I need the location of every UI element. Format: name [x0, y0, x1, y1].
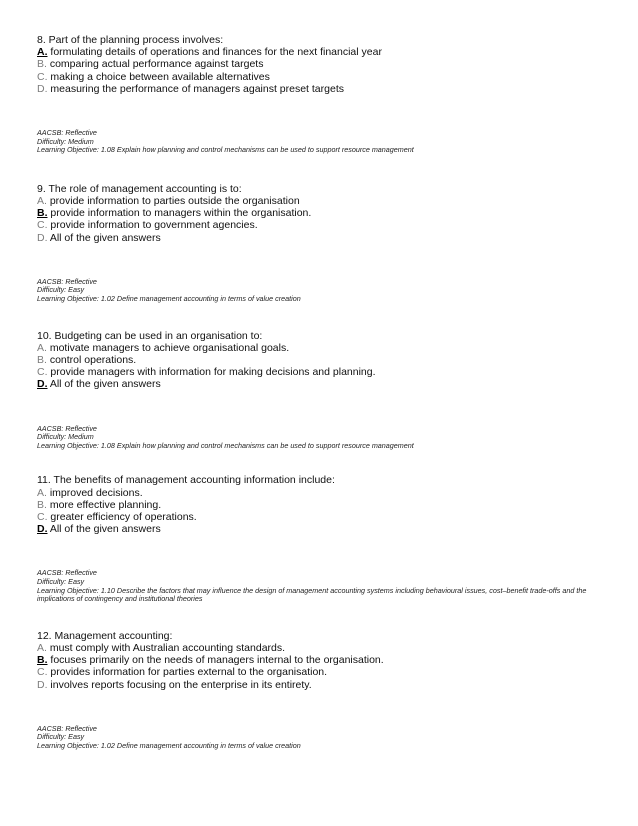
question-metadata — [37, 725, 607, 751]
option-letter: C. — [37, 666, 48, 679]
aacsb-tag: AACSB: Reflective — [37, 276, 97, 286]
difficulty-tag: Difficulty: Medium — [37, 136, 94, 146]
option-c — [37, 366, 607, 378]
option-text: motivate managers to achieve organisational goals. — [46, 341, 290, 354]
option-letter: D. — [37, 378, 48, 391]
question-12 — [37, 630, 607, 751]
aacsb-tag: AACSB: Reflective — [37, 568, 97, 578]
option-text: comparing actual performance against targets — [46, 58, 264, 71]
option-text: provide managers with information for making decisions and planning. — [47, 366, 376, 379]
option-d — [37, 83, 607, 95]
option-letter: B. — [37, 354, 47, 366]
option-text: making a choice between available alternatives — [47, 70, 270, 83]
question-metadata — [37, 278, 607, 304]
option-text: greater efficiency of operations. — [47, 511, 197, 523]
option-text: improved decisions. — [46, 486, 143, 499]
option-c — [37, 666, 607, 678]
option-d — [37, 232, 607, 244]
question-9 — [37, 183, 607, 304]
aacsb-tag: AACSB: Reflective — [37, 723, 97, 733]
question-stem: 10. Budgeting can be used in an organisation to: — [37, 329, 263, 342]
learning-objective: Learning Objective: 1.08 Explain how planning and control mechanisms can be used to support resource management — [37, 145, 414, 155]
option-a — [37, 487, 607, 499]
learning-objective: Learning Objective: 1.02 Define management accounting in terms of value creation — [37, 294, 301, 303]
aacsb-tag: AACSB: Reflective — [37, 128, 97, 138]
option-text: measuring the performance of managers against preset targets — [47, 82, 344, 95]
option-c — [37, 511, 607, 523]
option-letter: C. — [37, 219, 48, 232]
option-letter: B. — [37, 58, 47, 71]
option-a — [37, 642, 607, 654]
option-letter: A. — [37, 641, 47, 654]
option-a — [37, 195, 607, 207]
option-b — [37, 499, 607, 511]
question-stem: 9. The role of management accounting is to: — [37, 182, 242, 195]
option-c — [37, 71, 607, 83]
option-text: provides information for parties external to the organisation. — [47, 666, 328, 679]
option-letter: C. — [37, 366, 48, 379]
question-11 — [37, 474, 607, 603]
option-a — [37, 46, 607, 58]
option-text: involves reports focusing on the enterprise in its entirety. — [47, 678, 312, 691]
option-text: All of the given answers — [47, 378, 161, 391]
option-text: must comply with Australian accounting standards. — [46, 641, 286, 654]
difficulty-tag: Difficulty: Easy — [37, 577, 85, 586]
learning-objective: Learning Objective: 1.02 Define management accounting in terms of value creation — [37, 740, 301, 750]
option-letter: B. — [37, 654, 48, 667]
option-b — [37, 354, 607, 366]
option-text: provide information to managers within the organisation. — [47, 207, 312, 220]
option-letter: D. — [37, 523, 48, 536]
option-letter: A. — [37, 195, 47, 207]
option-letter: B. — [37, 498, 47, 511]
option-text: provide information to parties outside the organisation — [46, 195, 300, 207]
option-letter: A. — [37, 486, 47, 499]
option-b — [37, 654, 607, 666]
option-letter: B. — [37, 207, 48, 220]
question-10 — [37, 330, 607, 451]
option-letter: A. — [37, 46, 48, 59]
question-stem: 11. The benefits of management accounting information include: — [37, 474, 335, 487]
option-letter: C. — [37, 511, 48, 523]
option-letter: D. — [37, 678, 48, 691]
difficulty-tag: Difficulty: Medium — [37, 432, 94, 442]
question-8 — [37, 34, 607, 155]
option-letter: A. — [37, 341, 47, 354]
option-text: All of the given answers — [47, 231, 161, 244]
question-metadata — [37, 425, 607, 451]
option-d — [37, 378, 607, 390]
option-b — [37, 58, 607, 70]
option-d — [37, 523, 607, 535]
option-a — [37, 342, 607, 354]
question-page — [37, 34, 607, 751]
option-b — [37, 207, 607, 219]
question-stem: 8. Part of the planning process involves: — [37, 34, 224, 46]
question-metadata — [37, 569, 607, 603]
option-d — [37, 679, 607, 691]
option-letter: D. — [37, 231, 48, 244]
difficulty-tag: Difficulty: Easy — [37, 285, 85, 295]
difficulty-tag: Difficulty: Easy — [37, 732, 85, 742]
option-text: focuses primarily on the needs of managers internal to the organisation. — [47, 654, 384, 667]
option-text: formulating details of operations and finances for the next financial year — [47, 46, 382, 59]
question-stem: 12. Management accounting: — [37, 629, 173, 642]
learning-objective: Learning Objective: 1.08 Explain how planning and control mechanisms can be used to support resource management — [37, 440, 414, 450]
learning-objective: Learning Objective: 1.10 Describe the factors that may influence the design of management accounting systems including behavioural issues, cost–benefit trade-offs and the implications of contingency and institutional theories — [37, 585, 587, 604]
option-text: All of the given answers — [47, 523, 161, 536]
option-text: provide information to government agencies. — [47, 219, 258, 232]
aacsb-tag: AACSB: Reflective — [37, 423, 97, 433]
option-text: control operations. — [46, 354, 137, 366]
option-letter: D. — [37, 82, 48, 95]
option-c — [37, 219, 607, 231]
option-text: more effective planning. — [46, 498, 162, 511]
option-letter: C. — [37, 70, 48, 83]
question-metadata — [37, 129, 607, 155]
